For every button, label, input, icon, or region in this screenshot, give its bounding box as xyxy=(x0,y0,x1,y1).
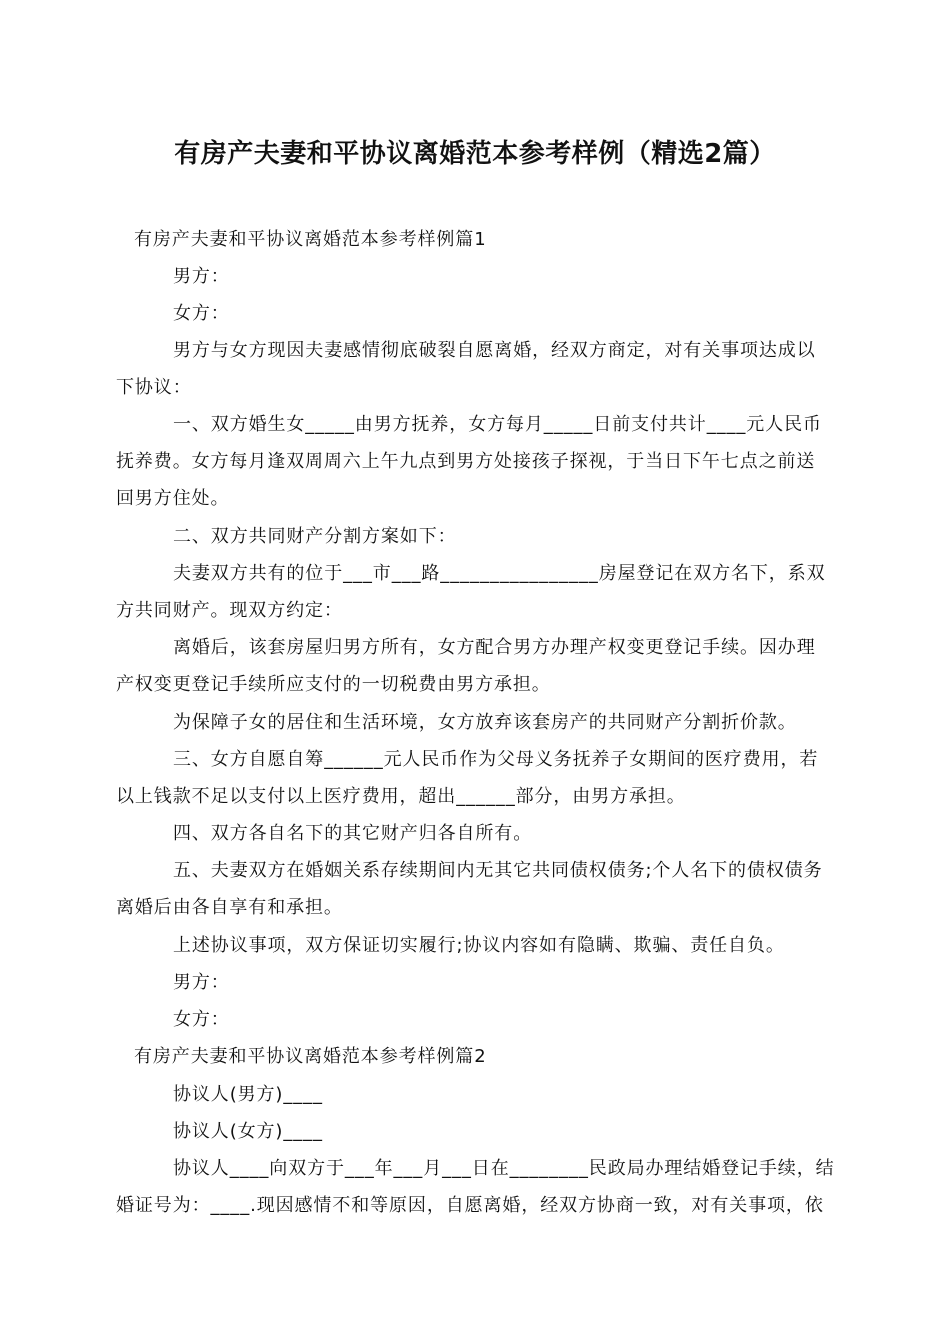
text-line: 男方： xyxy=(173,266,230,287)
document-title: 有房产夫妻和平协议离婚范本参考样例（精选2篇） xyxy=(174,139,776,169)
text-line: 协议人____向双方于___年___月___日在________民政局办理结婚登记手续，结 xyxy=(173,1158,835,1179)
text-line: 上述协议事项，双方保证切实履行;协议内容如有隐瞒、欺骗、责任自负。 xyxy=(173,935,785,956)
text-line: 男方： xyxy=(173,972,230,993)
section-heading-1: 有房产夫妻和平协议离婚范本参考样例篇1 xyxy=(134,229,487,250)
text-line: 五、夫妻双方在婚姻关系存续期间内无其它共同债权债务;个人名下的债权债务 xyxy=(173,860,823,881)
section-heading-2: 有房产夫妻和平协议离婚范本参考样例篇2 xyxy=(134,1046,487,1067)
text-line: 女方： xyxy=(173,303,230,324)
text-line: 夫妻双方共有的位于___市___路________________房屋登记在双方名下，系双 xyxy=(173,563,826,584)
text-line: 协议人(女方)____ xyxy=(173,1121,323,1142)
text-line: 一、双方婚生女_____由男方抚养，女方每月_____日前支付共计____元人民币 xyxy=(173,414,822,435)
text-line: 婚证号为：____.现因感情不和等原因，自愿离婚，经双方协商一致，对有关事项，依 xyxy=(116,1195,824,1216)
text-line: 男方与女方现因夫妻感情彻底破裂自愿离婚，经双方商定，对有关事项达成以 xyxy=(173,340,816,361)
text-line: 为保障子女的居住和生活环境，女方放弃该套房产的共同财产分割折价款。 xyxy=(173,712,797,733)
text-line: 三、女方自愿自筹______元人民币作为父母义务抚养子女期间的医疗费用，若 xyxy=(173,749,819,770)
text-line: 离婚后，该套房屋归男方所有，女方配合男方办理产权变更登记手续。因办理 xyxy=(173,637,816,658)
text-line: 方共同财产。现双方约定： xyxy=(116,600,343,621)
text-line: 抚养费。女方每月逢双周周六上午九点到男方处接孩子探视，于当日下午七点之前送 xyxy=(116,451,816,472)
text-line: 协议人(男方)____ xyxy=(173,1084,323,1105)
text-line: 四、双方各自名下的其它财产归各自所有。 xyxy=(173,823,533,844)
text-line: 产权变更登记手续所应支付的一切税费由男方承担。 xyxy=(116,674,551,695)
text-line: 二、双方共同财产分割方案如下： xyxy=(173,526,457,547)
text-line: 离婚后由各自享有和承担。 xyxy=(116,897,343,918)
text-line: 以上钱款不足以支付以上医疗费用，超出______部分，由男方承担。 xyxy=(116,786,686,807)
text-line: 女方： xyxy=(173,1009,230,1030)
text-line: 下协议： xyxy=(116,377,192,398)
text-line: 回男方住处。 xyxy=(116,488,230,509)
